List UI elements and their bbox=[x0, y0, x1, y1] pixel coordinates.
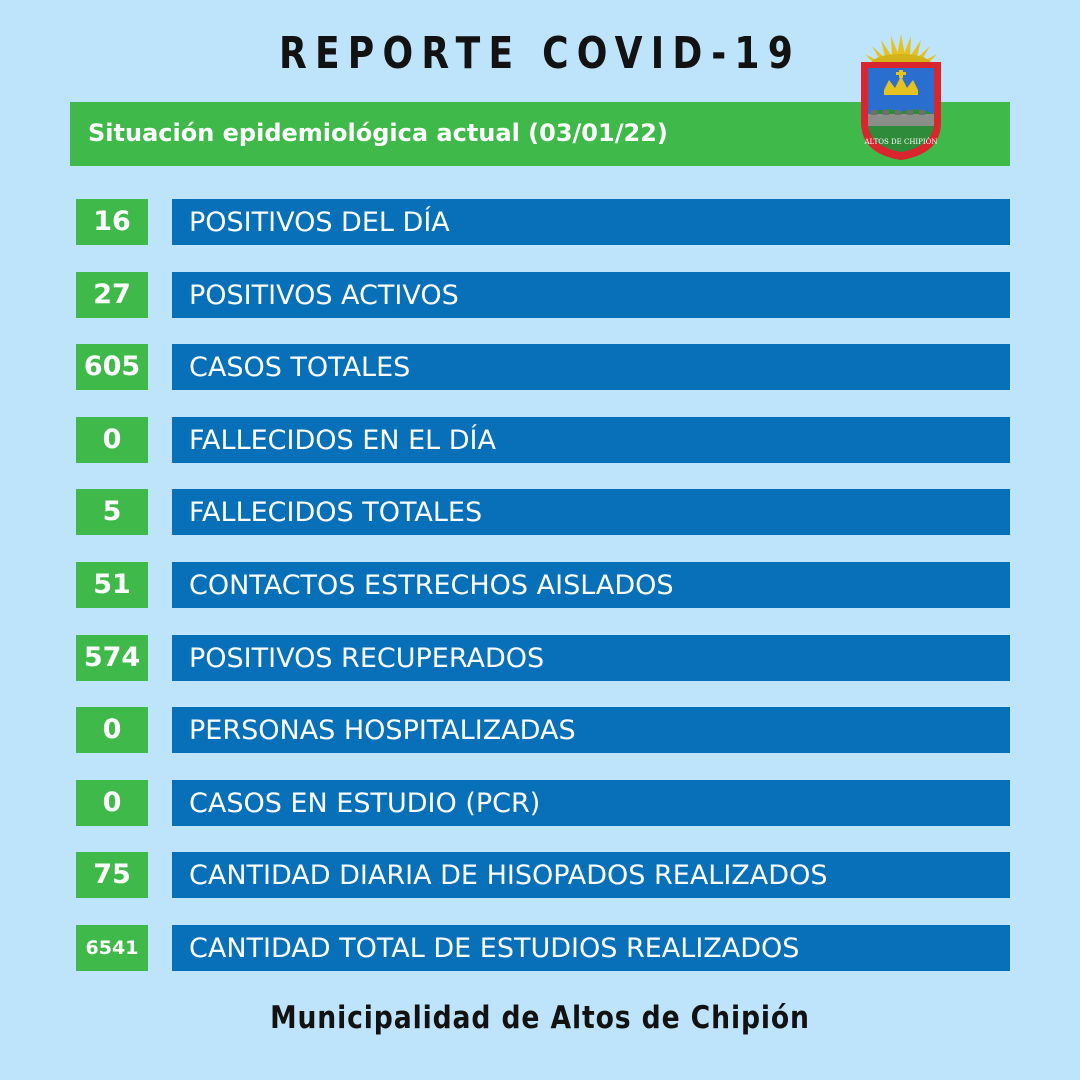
stat-row bbox=[0, 489, 1080, 535]
stat-value: 605 bbox=[76, 344, 148, 390]
stat-value: 6541 bbox=[76, 925, 148, 971]
stat-value: 16 bbox=[76, 199, 148, 245]
stat-row bbox=[0, 562, 1080, 608]
stat-row bbox=[0, 925, 1080, 971]
stat-label: CASOS EN ESTUDIO (PCR) bbox=[172, 780, 1010, 826]
stat-value: 0 bbox=[76, 417, 148, 463]
municipal-crest-icon bbox=[851, 26, 951, 162]
stat-label: POSITIVOS DEL DÍA bbox=[172, 199, 1010, 245]
stat-value: 5 bbox=[76, 489, 148, 535]
stat-row bbox=[0, 707, 1080, 753]
stat-value: 75 bbox=[76, 852, 148, 898]
stat-row bbox=[0, 199, 1080, 245]
stat-row bbox=[0, 780, 1080, 826]
stat-row bbox=[0, 344, 1080, 390]
stat-label: CANTIDAD DIARIA DE HISOPADOS REALIZADOS bbox=[172, 852, 1010, 898]
stat-value: 0 bbox=[76, 707, 148, 753]
stat-label: FALLECIDOS EN EL DÍA bbox=[172, 417, 1010, 463]
stat-row bbox=[0, 852, 1080, 898]
stat-value: 27 bbox=[76, 272, 148, 318]
stat-value: 0 bbox=[76, 780, 148, 826]
stat-label: FALLECIDOS TOTALES bbox=[172, 489, 1010, 535]
stat-value: 51 bbox=[76, 562, 148, 608]
stat-row bbox=[0, 272, 1080, 318]
stat-value: 574 bbox=[76, 635, 148, 681]
stat-label: PERSONAS HOSPITALIZADAS bbox=[172, 707, 1010, 753]
subtitle-text: Situación epidemiológica actual (03/01/22) bbox=[88, 119, 668, 147]
svg-text:ALTOS DE CHIPIÓN: ALTOS DE CHIPIÓN bbox=[864, 138, 938, 146]
stat-label: CASOS TOTALES bbox=[172, 344, 1010, 390]
stat-label: CONTACTOS ESTRECHOS AISLADOS bbox=[172, 562, 1010, 608]
stat-label: POSITIVOS ACTIVOS bbox=[172, 272, 1010, 318]
stat-row bbox=[0, 635, 1080, 681]
stat-label: CANTIDAD TOTAL DE ESTUDIOS REALIZADOS bbox=[172, 925, 1010, 971]
footer-text: Municipalidad de Altos de Chipión bbox=[270, 1000, 810, 1036]
page-title: REPORTE COVID-19 bbox=[278, 28, 802, 79]
stat-row bbox=[0, 417, 1080, 463]
stat-label: POSITIVOS RECUPERADOS bbox=[172, 635, 1010, 681]
